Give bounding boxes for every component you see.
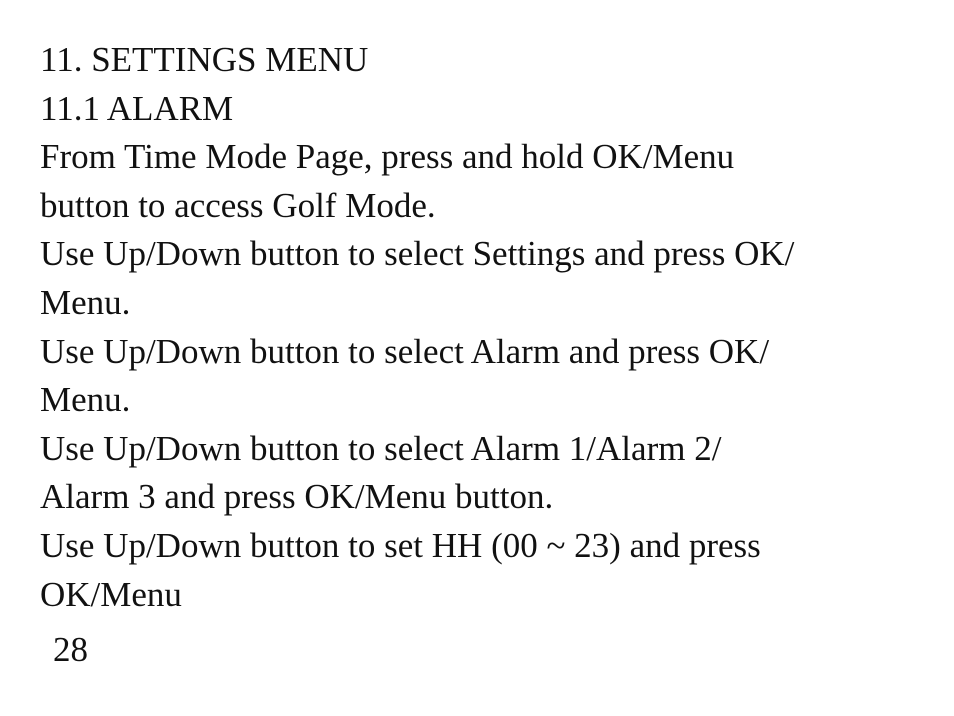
body-line: button to access Golf Mode. xyxy=(40,185,436,225)
body-line: Use Up/Down button to select Alarm and press OK/ xyxy=(40,331,770,371)
body-line: Use Up/Down button to select Alarm 1/Alarm 2/ xyxy=(40,428,722,468)
document-page xyxy=(40,36,920,619)
body-line: Use Up/Down button to select Settings and press OK/ xyxy=(40,234,795,274)
body-line: Menu. xyxy=(40,380,131,420)
body-line: From Time Mode Page, press and hold OK/Menu xyxy=(40,137,735,177)
body-line: Alarm 3 and press OK/Menu button. xyxy=(40,477,554,517)
body-line: OK/Menu xyxy=(40,574,182,614)
section-heading: 11. SETTINGS MENU xyxy=(40,40,369,79)
body-line: Menu. xyxy=(40,282,131,322)
body-line: Use Up/Down button to set HH (00 ~ 23) and press xyxy=(40,525,761,565)
page-number: 28 xyxy=(53,630,88,669)
subsection-heading: 11.1 ALARM xyxy=(40,88,234,128)
